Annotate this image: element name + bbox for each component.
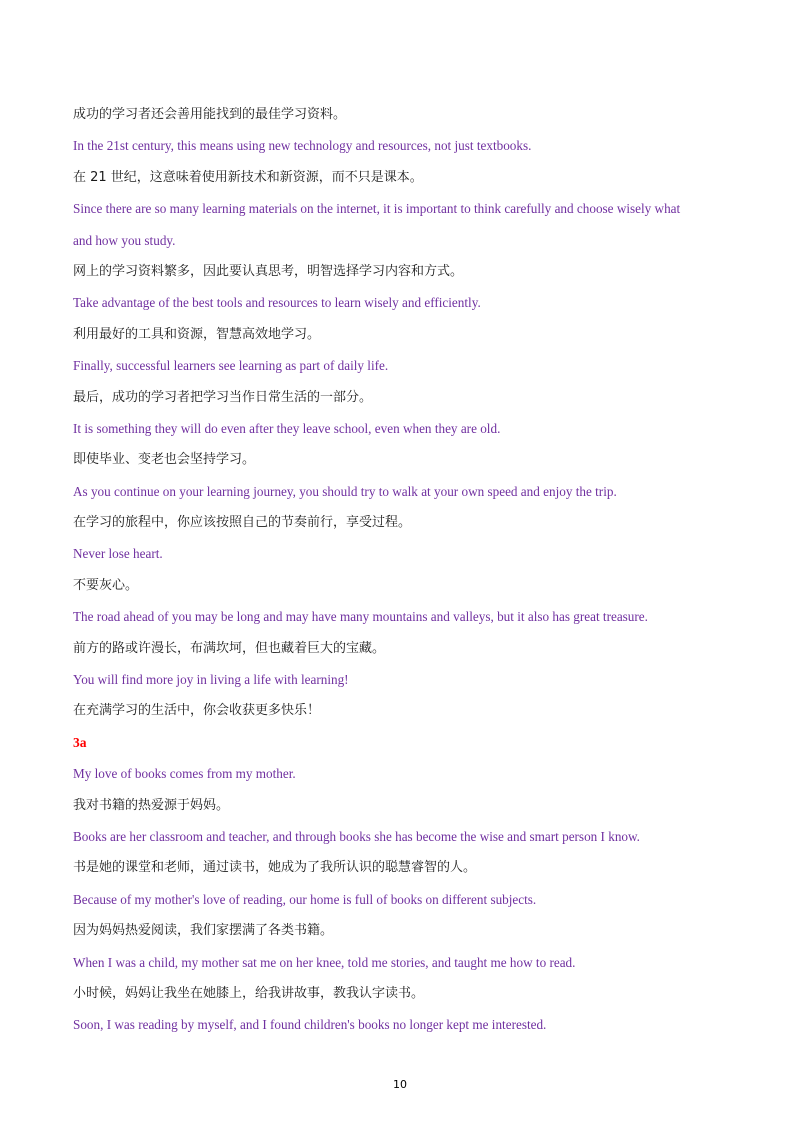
chinese-translation: 在学习的旅程中，你应该按照自己的节奏前行，享受过程。 bbox=[73, 515, 412, 531]
english-sentence: Take advantage of the best tools and resources to learn wisely and efficiently. bbox=[73, 295, 481, 311]
english-sentence: Soon, I was reading by myself, and I found children's books no longer kept me interested. bbox=[73, 1017, 547, 1033]
english-sentence: The road ahead of you may be long and may have many mountains and valleys, but it also has great treasure. bbox=[73, 609, 648, 625]
chinese-translation: 前方的路或许漫长，布满坎坷，但也藏着巨大的宝藏。 bbox=[73, 640, 386, 656]
english-sentence: In the 21st century, this means using new technology and resources, not just textbooks. bbox=[73, 138, 532, 154]
english-sentence: Because of my mother's love of reading, our home is full of books on different subjects. bbox=[73, 891, 537, 907]
chinese-translation: 书是她的课堂和老师，通过读书，她成为了我所认识的聪慧睿智的人。 bbox=[73, 860, 477, 876]
english-sentence: It is something they will do even after they leave school, even when they are old. bbox=[73, 420, 501, 436]
chinese-translation: 即使毕业、变老也会坚持学习。 bbox=[73, 452, 256, 468]
english-sentence: and how you study. bbox=[73, 232, 176, 248]
chinese-translation: 利用最好的工具和资源，智慧高效地学习。 bbox=[73, 326, 321, 342]
document-body bbox=[73, 102, 733, 1044]
chinese-translation: 因为妈妈热爱阅读，我们家摆满了各类书籍。 bbox=[73, 923, 334, 939]
section-heading: 3a bbox=[73, 734, 87, 750]
english-sentence: Books are her classroom and teacher, and through books she has become the wise and smart person I know. bbox=[73, 828, 640, 844]
page-number: 10 bbox=[393, 1078, 407, 1091]
english-sentence: As you continue on your learning journey, you should try to walk at your own speed and enjoy the trip. bbox=[73, 483, 617, 499]
chinese-translation: 最后，成功的学习者把学习当作日常生活的一部分。 bbox=[73, 389, 373, 405]
chinese-translation: 我对书籍的热爱源于妈妈。 bbox=[73, 797, 230, 813]
chinese-translation: 在充满学习的生活中，你会收获更多快乐！ bbox=[73, 703, 321, 719]
english-sentence: You will find more joy in living a life with learning! bbox=[73, 672, 349, 688]
chinese-translation: 网上的学习资料繁多，因此要认真思考，明智选择学习内容和方式。 bbox=[73, 263, 464, 279]
chinese-translation: 小时候，妈妈让我坐在她膝上，给我讲故事，教我认字读书。 bbox=[73, 985, 425, 1001]
chinese-translation: 不要灰心。 bbox=[73, 577, 139, 593]
chinese-translation: 在 21 世纪，这意味着使用新技术和新资源，而不只是课本。 bbox=[73, 169, 423, 185]
english-sentence: Finally, successful learners see learning as part of daily life. bbox=[73, 358, 389, 374]
english-sentence: When I was a child, my mother sat me on her knee, told me stories, and taught me how to read. bbox=[73, 954, 576, 970]
english-sentence: My love of books comes from my mother. bbox=[73, 766, 296, 782]
english-sentence: Never lose heart. bbox=[73, 546, 163, 562]
chinese-translation: 成功的学习者还会善用能找到的最佳学习资料。 bbox=[73, 107, 347, 122]
english-sentence: Since there are so many learning materials on the internet, it is important to think carefully and choose wisely what bbox=[73, 201, 681, 217]
